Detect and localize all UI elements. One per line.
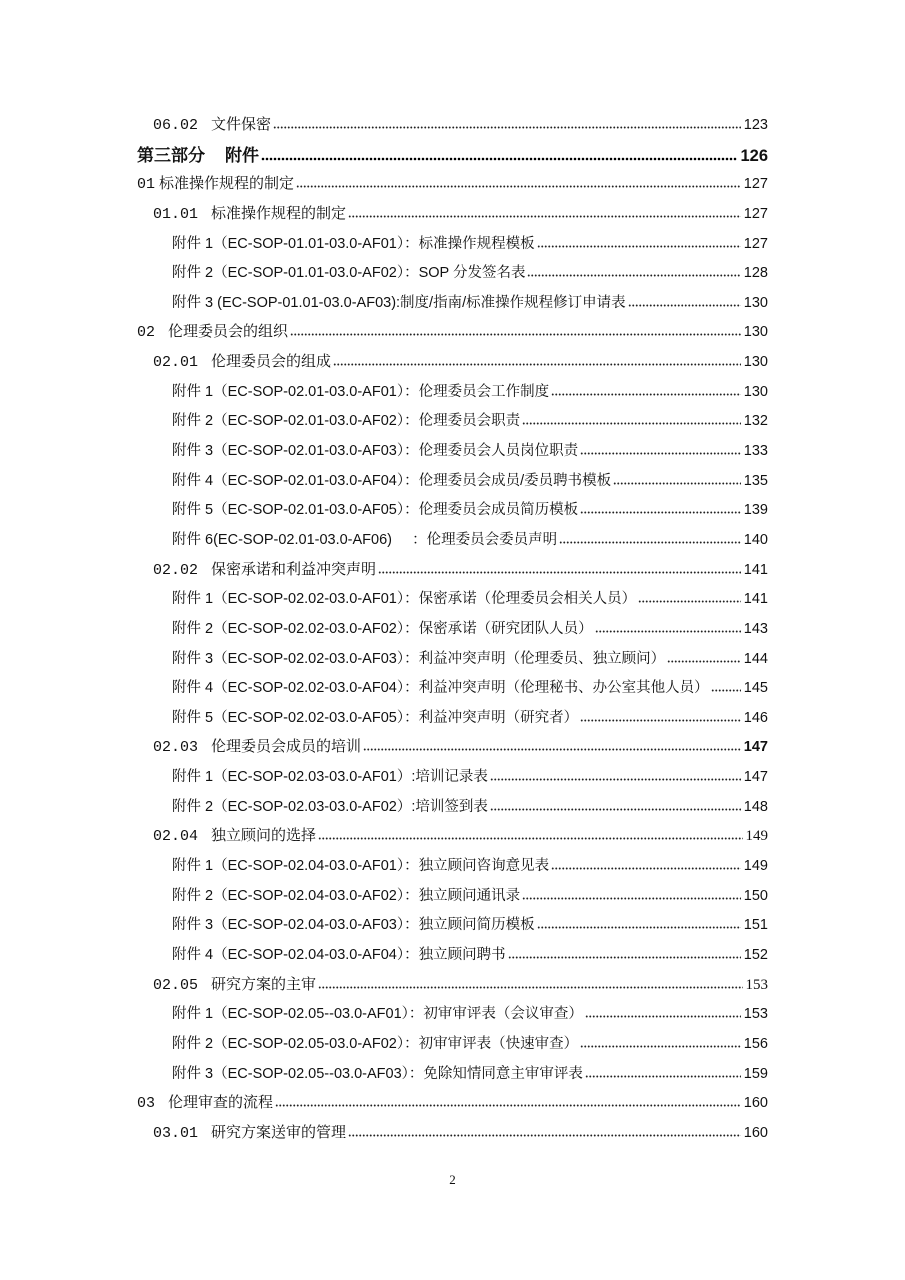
- dot-leader: [261, 157, 737, 161]
- dot-leader: [522, 422, 741, 425]
- toc-entry-title: 附件 5（EC-SOP-02.02-03.0-AF05）：利益冲突声明（研究者）: [172, 709, 579, 726]
- toc-entry-number: 02.04: [153, 828, 199, 846]
- toc-entry-page-number: 127: [743, 235, 768, 252]
- toc-entry-number: 02.01: [153, 354, 199, 372]
- dot-leader: [527, 274, 740, 277]
- dot-leader: [580, 1045, 741, 1048]
- toc-entry-title: 标准操作规程的制定: [211, 205, 347, 222]
- dot-leader: [613, 482, 741, 485]
- toc-entry: [0, 200, 905, 230]
- toc-entry-title: 附件 3（EC-SOP-02.04-03.0-AF03）：独立顾问简历模板: [172, 917, 535, 934]
- dot-leader: [638, 600, 741, 603]
- toc-entry-page-number: 156: [743, 1035, 768, 1052]
- toc-entry-page-number: 149: [745, 828, 768, 845]
- toc-entry-page-number: 135: [743, 472, 768, 489]
- toc-entry: [0, 1060, 905, 1090]
- toc-entry-title: 附件 1（EC-SOP-02.01-03.0-AF01）：伦理委员会工作制度: [172, 383, 550, 400]
- toc-entry-page-number: 128: [743, 265, 768, 282]
- toc-entry-title: 伦理委员会成员的培训: [211, 739, 362, 756]
- dot-leader: [378, 571, 741, 574]
- toc-entry: [0, 1119, 905, 1149]
- toc-entry-title: 研究方案的主审: [211, 976, 317, 993]
- toc-entry-page-number: 145: [743, 680, 768, 697]
- dot-leader: [580, 511, 741, 514]
- toc-entry: [0, 230, 905, 260]
- toc-entry-title: 附件 1（EC-SOP-02.05--03.0-AF01）：初审审评表（会议审查）: [172, 1006, 583, 1023]
- toc-entry: [0, 556, 905, 586]
- toc-entry: [0, 289, 905, 319]
- dot-leader: [580, 719, 741, 722]
- toc-entry-title: 附件 5（EC-SOP-02.01-03.0-AF05）：伦理委员会成员简历模板: [172, 502, 579, 519]
- toc-entry: [0, 378, 905, 408]
- toc-entry-page-number: 132: [743, 413, 768, 430]
- toc-entry-page-number: 143: [743, 620, 768, 637]
- toc-entry-title: 附件 3 (EC-SOP-01.01-03.0-AF03):制度/指南/标准操作规程修订申请表: [172, 294, 626, 311]
- dot-leader: [522, 897, 741, 900]
- dot-leader: [363, 748, 741, 751]
- toc-entry-title: 附件 1（EC-SOP-02.02-03.0-AF01）：保密承诺（伦理委员会相关人员）: [172, 591, 637, 608]
- toc-entry-page-number: 152: [743, 946, 768, 963]
- toc-entry: [0, 822, 905, 852]
- toc-entry: [0, 437, 905, 467]
- dot-leader: [585, 1075, 741, 1078]
- page-number: 2: [449, 1172, 456, 1187]
- toc-entry-page-number: 133: [743, 443, 768, 460]
- toc-entry-page-number: 153: [745, 976, 768, 993]
- toc-entry-number: 03: [137, 1095, 156, 1113]
- toc-entry-page-number: 144: [743, 650, 768, 667]
- toc-entry-title: 附件 2（EC-SOP-02.05-03.0-AF02）：初审审评表（快速审查）: [172, 1035, 579, 1052]
- dot-leader: [559, 541, 741, 544]
- toc-entry-title: 附件 1（EC-SOP-02.04-03.0-AF01）：独立顾问咨询意见表: [172, 858, 550, 875]
- toc-entry-page-number: 140: [743, 531, 768, 548]
- toc-entry-title: 附件: [225, 145, 259, 165]
- toc-entry: [0, 111, 905, 141]
- toc-entry-title: 附件 4（EC-SOP-02.04-03.0-AF04）：独立顾问聘书: [172, 946, 506, 963]
- toc-entry-page-number: 123: [743, 117, 768, 133]
- toc-entry-page-number: 139: [743, 502, 768, 519]
- toc-entry: [0, 259, 905, 289]
- dot-leader: [333, 363, 741, 366]
- toc-entry-page-number: 150: [743, 887, 768, 904]
- toc-entry-title: 附件 2（EC-SOP-02.02-03.0-AF02）：保密承诺（研究团队人员）: [172, 620, 593, 637]
- dot-leader: [273, 126, 741, 129]
- toc-entry-number: 03.01: [153, 1124, 199, 1142]
- dot-leader: [290, 333, 741, 336]
- toc-entry-title: 附件 4（EC-SOP-02.01-03.0-AF04）：伦理委员会成员/委员聘书模板: [172, 472, 612, 489]
- dot-leader: [318, 986, 742, 989]
- toc-entry-title: 标准操作规程的制定: [159, 176, 295, 193]
- toc-entry-title: 研究方案送审的管理: [211, 1124, 347, 1141]
- toc-entry-title: 附件 3（EC-SOP-02.01-03.0-AF03）：伦理委员会人员岗位职责: [172, 443, 579, 460]
- toc-entry-page-number: 147: [743, 769, 768, 786]
- toc-entry: [0, 674, 905, 704]
- toc-entry-number: 01.01: [153, 205, 199, 223]
- toc-entry-page-number: 159: [743, 1065, 768, 1082]
- toc-entry-number: 02.05: [153, 976, 199, 994]
- dot-leader: [580, 452, 741, 455]
- toc-entry-page-number: 126: [740, 146, 768, 165]
- toc-entry: [0, 1089, 905, 1119]
- toc-entry-title: 文件保密: [211, 117, 272, 133]
- toc-entry-title: 附件 2（EC-SOP-02.03-03.0-AF02）:培训签到表: [172, 798, 488, 815]
- toc-entry-page-number: 130: [743, 354, 768, 371]
- toc-entry-title: 独立顾问的选择: [211, 828, 317, 845]
- toc-entry-page-number: 149: [743, 858, 768, 875]
- toc-entry-title: 附件 3（EC-SOP-02.02-03.0-AF03）：利益冲突声明（伦理委员、独立顾问）: [172, 650, 666, 667]
- toc-entry: [0, 615, 905, 645]
- toc-entry-page-number: 160: [743, 1124, 768, 1141]
- toc-entry-title: 附件 2（EC-SOP-02.01-03.0-AF02）：伦理委员会职责: [172, 413, 521, 430]
- dot-leader: [551, 393, 741, 396]
- toc-entry: [0, 467, 905, 497]
- dot-leader: [595, 630, 741, 633]
- toc-entry-number: 01: [137, 176, 156, 194]
- toc-entry: [0, 526, 905, 556]
- toc-entry-page-number: 146: [743, 709, 768, 726]
- toc-entry-title: 附件 1（EC-SOP-01.01-03.0-AF01）：标准操作规程模板: [172, 235, 535, 252]
- toc-entry-page-number: 147: [743, 739, 768, 756]
- dot-leader: [508, 956, 741, 959]
- toc-entry: [0, 318, 905, 348]
- toc-entry-title: 保密承诺和利益冲突声明: [211, 561, 377, 578]
- toc-entry: [0, 793, 905, 823]
- dot-leader: [585, 1015, 741, 1018]
- toc-entry-number: 02.03: [153, 739, 199, 757]
- toc-entry: [0, 941, 905, 971]
- toc-entry: [0, 585, 905, 615]
- toc-entry: [0, 911, 905, 941]
- toc-entry-page-number: 148: [743, 798, 768, 815]
- toc-entry-title: 伦理审查的流程: [168, 1095, 274, 1112]
- toc-entry-page-number: 151: [743, 917, 768, 934]
- toc-entry: [0, 733, 905, 763]
- toc-entry-page-number: 130: [743, 324, 768, 341]
- toc-part-heading: [0, 141, 905, 171]
- toc-entry: [0, 407, 905, 437]
- toc-entry: [0, 704, 905, 734]
- toc-entry: [0, 170, 905, 200]
- dot-leader: [628, 304, 741, 307]
- toc-entry-number: 02: [137, 324, 156, 342]
- toc-entry-number: 06.02: [153, 117, 199, 134]
- toc-entry-title: 伦理委员会的组成: [211, 354, 332, 371]
- dot-leader: [296, 185, 741, 188]
- toc-entry: [0, 496, 905, 526]
- dot-leader: [348, 215, 741, 218]
- dot-leader: [537, 926, 741, 929]
- toc-entry: [0, 882, 905, 912]
- toc-entry: [0, 645, 905, 675]
- toc-entry: [0, 852, 905, 882]
- toc-entry: [0, 348, 905, 378]
- dot-leader: [711, 689, 741, 692]
- dot-leader: [551, 867, 741, 870]
- toc-entry-page-number: 127: [743, 176, 768, 193]
- dot-leader: [348, 1134, 741, 1137]
- toc-entry-page-number: 153: [743, 1006, 768, 1023]
- dot-leader: [490, 778, 741, 781]
- toc-entry-title: 附件 4（EC-SOP-02.02-03.0-AF04）：利益冲突声明（伦理秘书、办公室其他人员）: [172, 680, 709, 697]
- dot-leader: [275, 1104, 741, 1107]
- toc-entry-title: 附件 2（EC-SOP-01.01-03.0-AF02）：SOP 分发签名表: [172, 265, 526, 282]
- toc-entry: [0, 1000, 905, 1030]
- toc-entry: [0, 971, 905, 1001]
- dot-leader: [490, 808, 741, 811]
- toc-entry-page-number: 141: [743, 561, 768, 578]
- toc-entry-number: 第三部分: [137, 145, 205, 165]
- toc-entry-page-number: 141: [743, 591, 768, 608]
- toc-entry-page-number: 130: [743, 294, 768, 311]
- toc-entry-title: 伦理委员会的组织: [168, 324, 289, 341]
- toc-entry-title: 附件 3（EC-SOP-02.05--03.0-AF03）：免除知情同意主审审评表: [172, 1065, 583, 1082]
- toc-entry-page-number: 130: [743, 383, 768, 400]
- toc-entry-title: 附件 1（EC-SOP-02.03-03.0-AF01）:培训记录表: [172, 769, 488, 786]
- toc-entry-page-number: 127: [743, 205, 768, 222]
- toc-entry-number: 02.02: [153, 561, 199, 579]
- toc-entry: [0, 1030, 905, 1060]
- toc-entry-title: 附件 6(EC-SOP-02.01-03.0-AF06) ：伦理委员会委员声明: [172, 531, 558, 548]
- toc-entry-title: 附件 2（EC-SOP-02.04-03.0-AF02）：独立顾问通讯录: [172, 887, 521, 904]
- toc-entry: [0, 763, 905, 793]
- dot-leader: [667, 660, 741, 663]
- table-of-contents: [0, 111, 905, 1148]
- dot-leader: [318, 837, 742, 840]
- toc-entry-page-number: 160: [743, 1095, 768, 1112]
- dot-leader: [537, 245, 741, 248]
